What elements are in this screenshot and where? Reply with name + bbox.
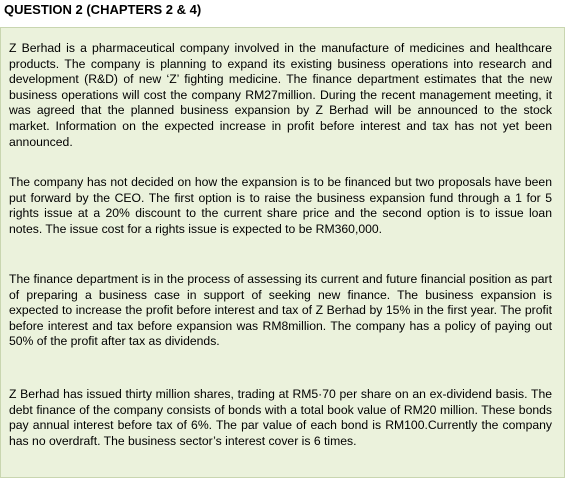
paragraph-company-background: Z Berhad is a pharmaceutical company involved in the manufacture of medicines and healthcare products. The company is planning to expand its existing business operations into research and development (R&D) of new ‘Z’ fighting medicine. The finance department estimates that the new business operations will cost the company RM27million. During the recent management meeting, it was agreed that the planned business expansion by Z Berhad will be announced to the stock market. Information on the expected increase in profit before interest and tax has not yet been announced. <box>9 41 552 149</box>
paragraph-financial-position: The finance department is in the process of assessing its current and future financial position as part of preparing a business case in support of seeking new finance. The business expansion is expected to increase the profit before interest and tax of Z Berhad by 15% in the first year. The profit before interest and tax before expansion was RM8million. The company has a policy of paying out 50% of the profit after tax as dividends. <box>9 272 552 349</box>
question-text-box <box>0 27 565 478</box>
paragraph-shares-and-debt: Z Berhad has issued thirty million shares, trading at RM5·70 per share on an ex-dividend basis. The debt finance of the company consists of bonds with a total book value of RM20 million. These bonds pay annual interest before tax of 6%. The par value of each bond is RM100.Currently the company has no overdraft. The business sector’s interest cover is 6 times. <box>9 387 552 448</box>
paragraph-financing-options: The company has not decided on how the expansion is to be financed but two proposals have been put forward by the CEO. The first option is to raise the business expansion fund through a 1 for 5 rights issue at a 20% discount to the current share price and the second option is to issue loan notes. The issue cost for a rights issue is expected to be RM360,000. <box>9 175 552 236</box>
question-heading: QUESTION 2 (CHAPTERS 2 & 4) <box>4 2 202 17</box>
